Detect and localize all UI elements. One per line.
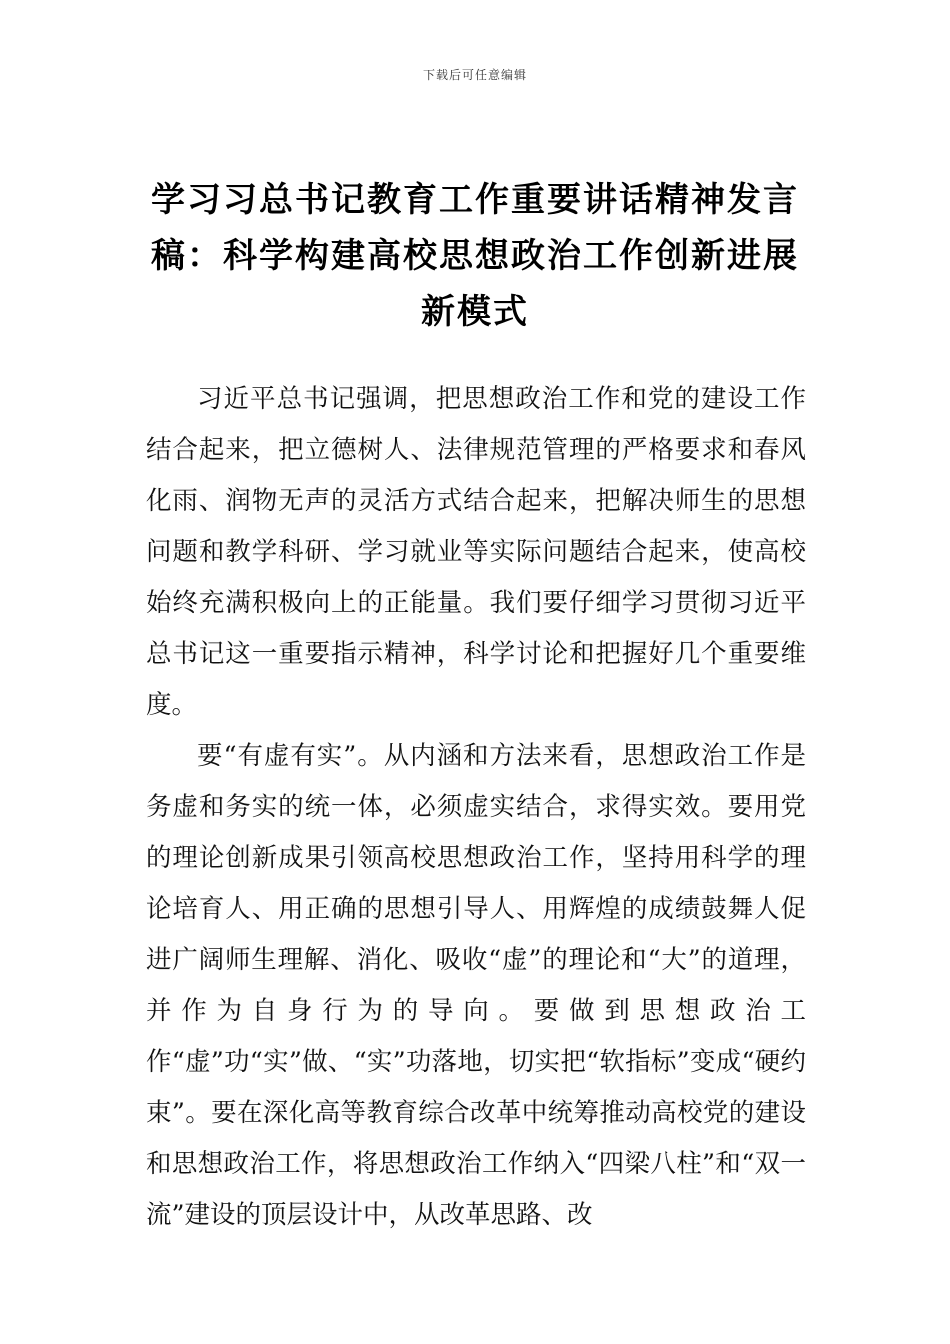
paragraph-2: 要“有虚有实”。从内涵和方法来看，思想政治工作是务虚和务实的统一体，必须虚实结合，求得实效。要用党的理论创新成果引领高校思想政治工作，坚持用科学的理论培育人、用正确的思想引导人、用辉煌的成绩鼓舞人促进广阔师生理解、消化、吸收“虚”的理论和“大”的道理，并作为自身行为的导向。要做到思想政治工作“虚”功“实”做、“实”功落地，切实把“软指标”变成“硬约束”。要在深化高等教育综合改革中统筹推动高校党的建设和思想政治工作，将思想政治工作纳入“四梁八柱”和“双一流”建设的顶层设计中，从改革思路、改 <box>146 741 806 1230</box>
title-line-3: 新模式 <box>421 292 529 332</box>
paragraph-1: 习近平总书记强调，把思想政治工作和党的建设工作结合起来，把立德树人、法律规范管理的严格要求和春风化雨、润物无声的灵活方式结合起来，把解决师生的思想问题和教学科研、学习就业等实际问题结合起来，使高校始终充满积极向上的正能量。我们要仔细学习贯彻习近平总书记这一重要指示精神，科学讨论和把握好几个重要维度。 <box>146 384 806 720</box>
document-body <box>146 374 806 1241</box>
title-line-2: 稿：科学构建高校思想政治工作创新进展 <box>151 236 799 276</box>
title-line-1: 学习习总书记教育工作重要讲话精神发言 <box>151 180 799 220</box>
header-note: 下载后可任意编辑 <box>422 68 527 82</box>
document-title <box>150 172 800 340</box>
